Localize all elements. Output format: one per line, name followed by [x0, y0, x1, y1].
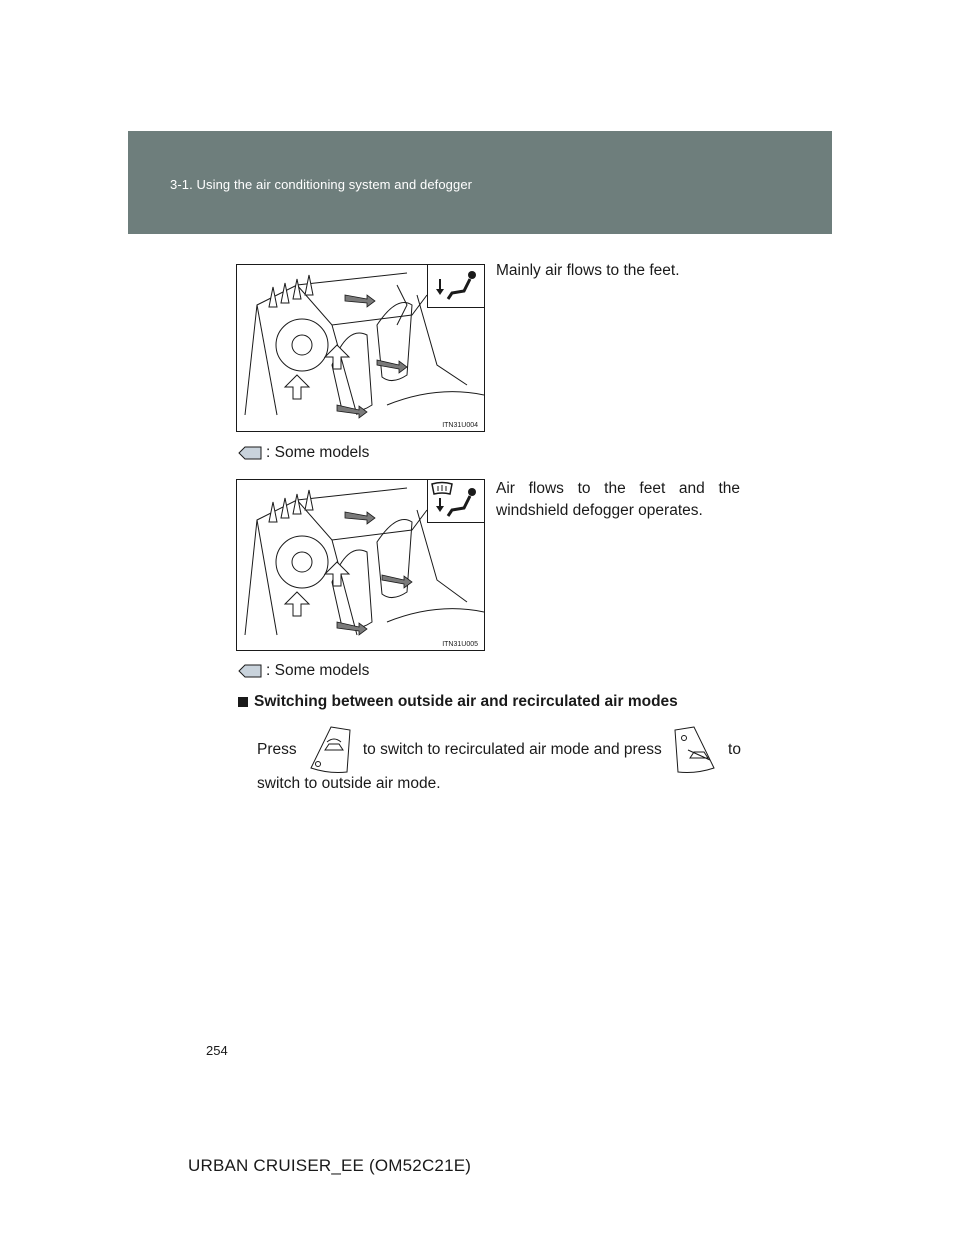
middle-text: to switch to recirculated air mode and press [362, 741, 662, 758]
manual-footer: URBAN CRUISER_EE (OM52C21E) [188, 1156, 472, 1175]
air-mode-heading-text: Switching between outside air and recirculated air modes [254, 693, 678, 710]
some-models-icon [238, 446, 262, 460]
square-bullet-icon [238, 697, 248, 707]
some-models-icon [238, 664, 262, 678]
recirculated-air-button-icon [309, 726, 351, 774]
outside-air-button-icon [674, 726, 716, 774]
page-header [128, 131, 832, 234]
feet-mode-badge [427, 265, 484, 308]
figure-code: ITN31U005 [442, 641, 478, 648]
air-mode-heading [238, 693, 678, 711]
some-models-note [238, 443, 369, 463]
feet-defog-mode-illustration [236, 479, 485, 651]
feet-airflow-icon [428, 265, 484, 307]
some-models-note [238, 661, 369, 681]
to-label: to [728, 741, 741, 758]
section-title: 3-1. Using the air conditioning system and defogger [170, 177, 473, 192]
feet-defog-airflow-icon [428, 480, 484, 522]
feet-mode-illustration [236, 264, 485, 432]
press-label: Press [257, 741, 297, 758]
page-number: 254 [206, 1043, 228, 1058]
feet-defog-mode-description: Air flows to the feet and the windshield defogger operates. [496, 480, 740, 519]
air-mode-instructions-continued: switch to outside air mode. [257, 775, 441, 792]
figure-code: ITN31U004 [442, 422, 478, 429]
feet-mode-description: Mainly air flows to the feet. [496, 262, 680, 279]
some-models-label: : Some models [266, 444, 370, 461]
some-models-label: : Some models [266, 662, 370, 679]
feet-defog-mode-badge [427, 480, 484, 523]
air-mode-instructions [257, 727, 741, 773]
